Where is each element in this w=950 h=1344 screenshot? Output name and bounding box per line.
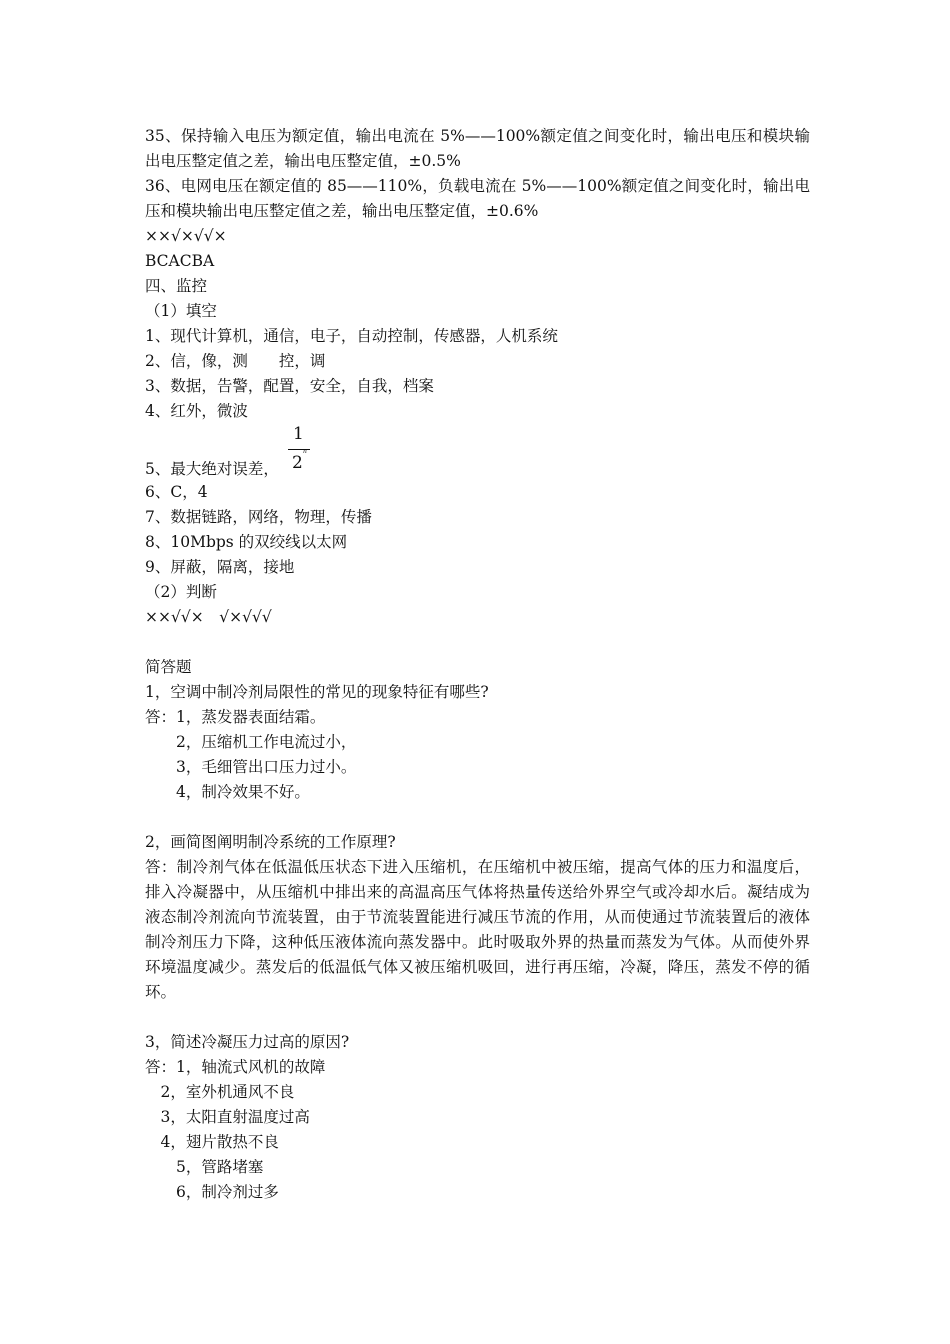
document-body: [145, 124, 810, 1205]
question-3: 3，简述冷凝压力过高的原因?: [145, 1033, 350, 1051]
fill-answer-5: [145, 424, 810, 480]
fraction-exponent: n: [303, 448, 307, 455]
fill-answer-6: 6、C，4: [145, 483, 208, 501]
question-1: 1，空调中制冷剂局限性的常见的现象特征有哪些?: [145, 683, 489, 701]
blank-line: [145, 630, 810, 655]
q1-answer-line: 答：1，蒸发器表面结霜。: [145, 708, 326, 726]
answer-36: 36、电网电压在额定值的 85——110%，负载电流在 5%——100%额定值之间变化时，输出电压和模块输出电压整定值之差，输出电压整定值，±0.6%: [145, 177, 810, 220]
choice-answers: BCACBA: [145, 252, 215, 270]
q3-answer-line: 4，翅片散热不良: [145, 1133, 279, 1151]
q3-answer-line: 6，制冷剂过多: [145, 1183, 279, 1201]
q2-answer-paragraph: 答：制冷剂气体在低温低压状态下进入压缩机，在压缩机中被压缩，提高气体的压力和温度后，排入冷凝器中，从压缩机中排出来的高温高压气体将热量传送给外界空气或冷却水后。凝结成为液态制冷剂流向节流装置，由于节流装置能进行减压节流的作用，从而使通过节流装置后的液体制冷剂压力下降，这种低压液体流向蒸发器中。此时吸取外界的热量而蒸发为气体。从而使外界环境温度减少。蒸发后的低温低气体又被压缩机吸回，进行再压缩，冷凝，降压，蒸发不停的循环。: [145, 858, 810, 1001]
q3-answer-line: 答：1，轴流式风机的故障: [145, 1058, 326, 1076]
fill-answer-5-label: 5、最大绝对误差，: [145, 460, 279, 478]
q1-answer-line: 4，制冷效果不好。: [145, 783, 310, 801]
q1-answer-line: 2，压缩机工作电流过小，: [145, 733, 357, 751]
q3-answer-line: 5，管路堵塞: [145, 1158, 264, 1176]
blank-line: [145, 805, 810, 830]
judgment-answers-2: ××√√× √×√√√: [145, 608, 272, 626]
fill-answer-9: 9、屏蔽，隔离，接地: [145, 558, 295, 576]
fraction-numerator: 1: [293, 424, 304, 444]
fraction-denominator: 2: [292, 453, 303, 473]
fraction-formula: [288, 424, 312, 480]
answer-35: 35、保持输入电压为额定值，输出电流在 5%——100%额定值之间变化时，输出电压和模块输出电压整定值之差，输出电压整定值，±0.5%: [145, 127, 810, 170]
blank-line: [145, 1005, 810, 1030]
q3-answer-line: 3，太阳直射温度过高: [145, 1108, 310, 1126]
fill-answer-4: 4、红外，微波: [145, 402, 248, 420]
subsection-judgment: （2）判断: [145, 583, 217, 601]
fill-answer-8: 8、10Mbps 的双绞线以太网: [145, 533, 348, 551]
fill-answer-7: 7、数据链路，网络，物理，传播: [145, 508, 372, 526]
q3-answer-line: 2，室外机通风不良: [145, 1083, 295, 1101]
fill-answer-1: 1、现代计算机，通信，电子，自动控制，传感器，人机系统: [145, 327, 558, 345]
question-2: 2，画简图阐明制冷系统的工作原理?: [145, 833, 396, 851]
short-answer-heading: 简答题: [145, 658, 192, 676]
q1-answer-line: 3，毛细管出口压力过小。: [145, 758, 357, 776]
fill-answer-3: 3、数据，告警，配置，安全，自我，档案: [145, 377, 434, 395]
subsection-fill-blank: （1）填空: [145, 302, 217, 320]
judgment-answers-1: ××√×√√×: [145, 227, 227, 245]
section-heading-monitoring: 四、监控: [145, 277, 208, 295]
fill-answer-2: 2、信，像，测 控，调: [145, 352, 326, 370]
